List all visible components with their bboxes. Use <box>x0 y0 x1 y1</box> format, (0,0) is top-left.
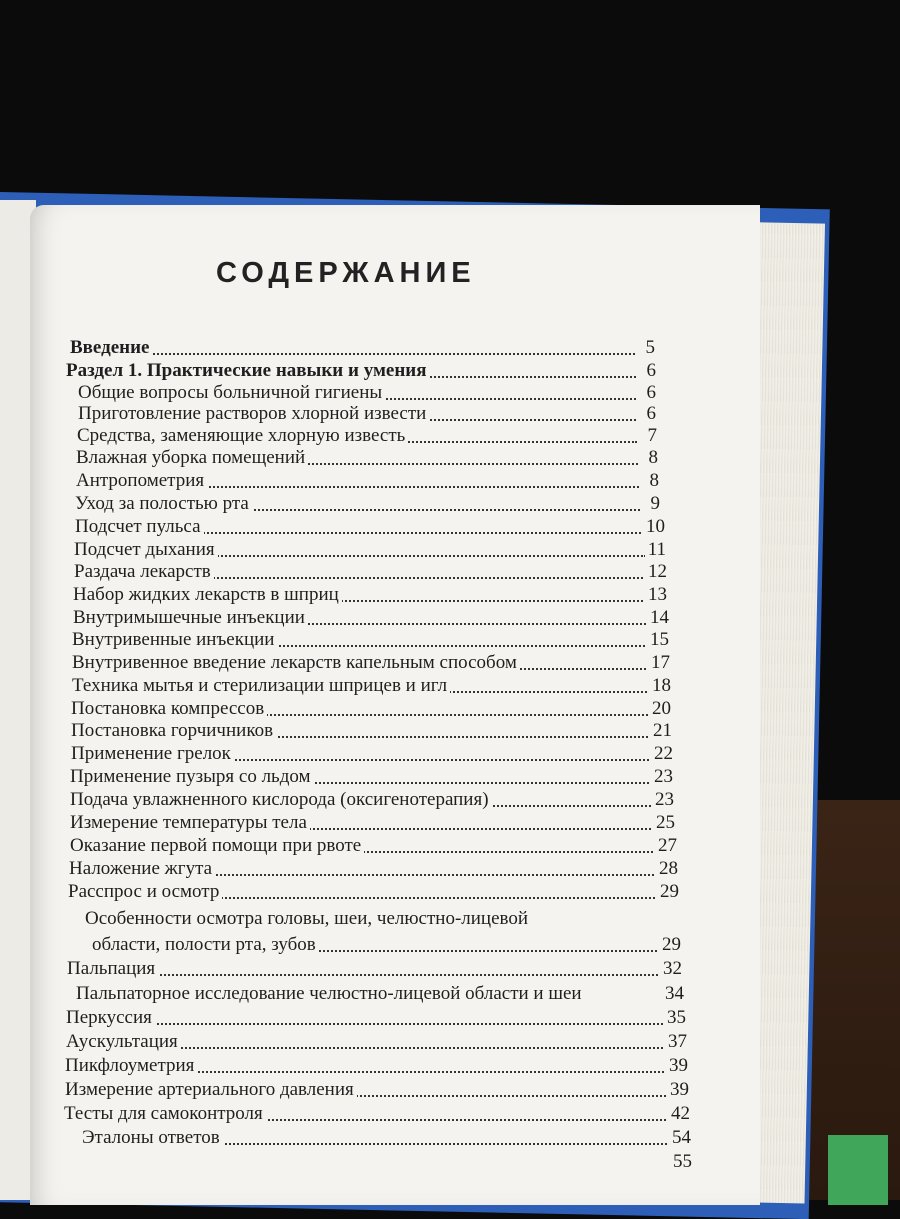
toc-entry: Оказание первой помощи при рвоте 27 <box>70 835 677 856</box>
cover-stripe <box>828 1135 888 1205</box>
toc-entry: Наложение жгута 28 <box>69 858 678 879</box>
toc-entry: области, полости рта, зубов 29 <box>92 934 681 955</box>
toc-entry: Эталоны ответов 54 <box>82 1127 691 1148</box>
book-page <box>30 205 760 1205</box>
toc-entry: Перкуссия 35 <box>66 1007 686 1028</box>
toc-entry: Приготовление растворов хлорной извести 6 <box>78 403 656 424</box>
toc-entry: Набор жидких лекарств в шприц 13 <box>73 584 667 605</box>
toc-entry: Пикфлоуметрия 39 <box>65 1055 688 1076</box>
table-of-contents <box>30 205 760 1205</box>
toc-entry: Применение пузыря со льдом 23 <box>70 766 673 787</box>
toc-entry: Внутривенные инъекции 15 <box>72 629 669 650</box>
toc-entry: Подача увлажненного кислорода (оксигенотерапия) 23 <box>70 789 674 810</box>
toc-entry: Применение грелок 22 <box>71 743 673 764</box>
toc-entry: Измерение артериального давления 39 <box>65 1079 689 1100</box>
toc-entry: Тесты для самоконтроля 42 <box>64 1103 690 1124</box>
toc-entry: Особенности осмотра головы, шеи, челюстно-лицевой <box>85 908 625 930</box>
toc-entry: Общие вопросы больничной гигиены 6 <box>78 382 656 403</box>
toc-entry: Средства, заменяющие хлорную известь 7 <box>77 425 657 446</box>
toc-entry: 55 <box>64 1151 692 1173</box>
toc-entry: Измерение температуры тела 25 <box>70 812 675 833</box>
toc-entry: Пальпаторное исследование челюстно-лицевой области и шеи 34 <box>76 983 684 1004</box>
toc-entry: Раздача лекарств 12 <box>74 561 667 582</box>
toc-entry: Пальпация 32 <box>67 958 682 979</box>
toc-entry: Расспрос и осмотр 29 <box>68 881 679 902</box>
toc-entry: Внутривенное введение лекарств капельным способом 17 <box>72 652 670 673</box>
toc-entry: Техника мытья и стерилизации шприцев и игл 18 <box>72 675 671 696</box>
toc-entry: Аускультация 37 <box>66 1031 687 1052</box>
toc-entry: Постановка горчичников 21 <box>71 720 672 741</box>
toc-entry: Раздел 1. Практические навыки и умения 6 <box>66 360 656 381</box>
toc-entry: Подсчет пульса 10 <box>75 516 665 537</box>
toc-entry: Уход за полостью рта 9 <box>75 493 660 514</box>
toc-entry: Антропометрия 8 <box>76 470 659 491</box>
toc-entry: Постановка компрессов 20 <box>71 698 671 719</box>
toc-entry: Подсчет дыхания 11 <box>74 539 666 560</box>
toc-title: СОДЕРЖАНИЕ <box>216 257 476 289</box>
toc-entry: Внутримышечные инъекции 14 <box>73 607 669 628</box>
toc-entry: Введение 5 <box>70 337 655 358</box>
toc-entry: Влажная уборка помещений 8 <box>76 447 658 468</box>
